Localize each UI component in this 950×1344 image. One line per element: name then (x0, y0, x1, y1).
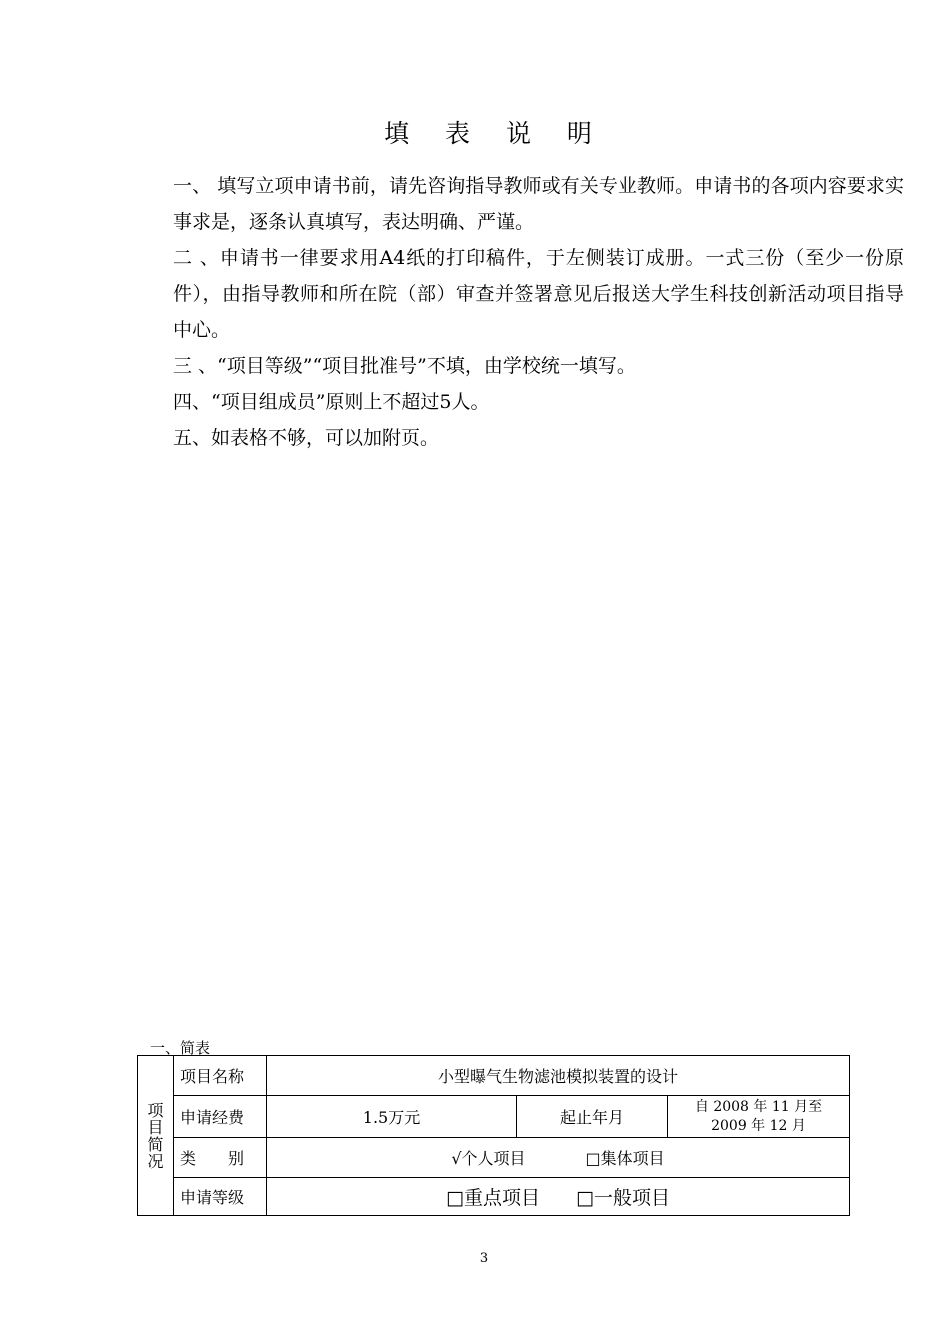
project-name-label: 项目名称 (174, 1056, 267, 1096)
period-value[interactable]: 自 2008 年 11 月至 2009 年 12 月 (668, 1096, 850, 1138)
instruction-1: 一、 填写立项申请书前，请先咨询指导教师或有关专业教师。申请书的各项内容要求实事求是，逐条认真填写，表达明确、严谨。 (173, 175, 904, 233)
project-name-value[interactable]: 小型曝气生物滤池模拟装置的设计 (267, 1056, 850, 1096)
page-number: 3 (479, 1251, 489, 1266)
instruction-2: 二 、申请书一律要求用A4纸的打印稿件，于左侧装订成册。一式三份（至少一份原件），由指导教师和所在院（部）审查并签署意见后报送大学生科技创新活动项目指导中心。 (173, 247, 904, 341)
instruction-3: 三 、“项目等级”“项目批准号”不填，由学校统一填写。 (173, 355, 636, 377)
general-project-checkbox[interactable]: □一般项目 (576, 1187, 670, 1209)
funding-label: 申请经费 (174, 1096, 267, 1138)
category-label: 类 别 (174, 1138, 267, 1178)
funding-value[interactable]: 1.5万元 (267, 1096, 517, 1138)
period-label: 起止年月 (517, 1096, 668, 1138)
side-label: 项 目 简 况 (138, 1056, 174, 1216)
group-project-checkbox[interactable]: □集体项目 (585, 1149, 665, 1168)
key-project-checkbox[interactable]: □重点项目 (446, 1187, 540, 1209)
section-label: 一、简表 (150, 1039, 211, 1057)
instruction-4: 四、“项目组成员”原则上不超过5人。 (173, 391, 490, 413)
level-options (267, 1178, 850, 1216)
individual-project-checkbox[interactable]: √个人项目 (451, 1149, 526, 1168)
summary-table (137, 1055, 850, 1216)
instruction-5: 五、如表格不够，可以加附页。 (173, 427, 440, 449)
page-title: 填 表 说 明 (384, 119, 606, 148)
level-label: 申请等级 (174, 1178, 267, 1216)
category-options (267, 1138, 850, 1178)
